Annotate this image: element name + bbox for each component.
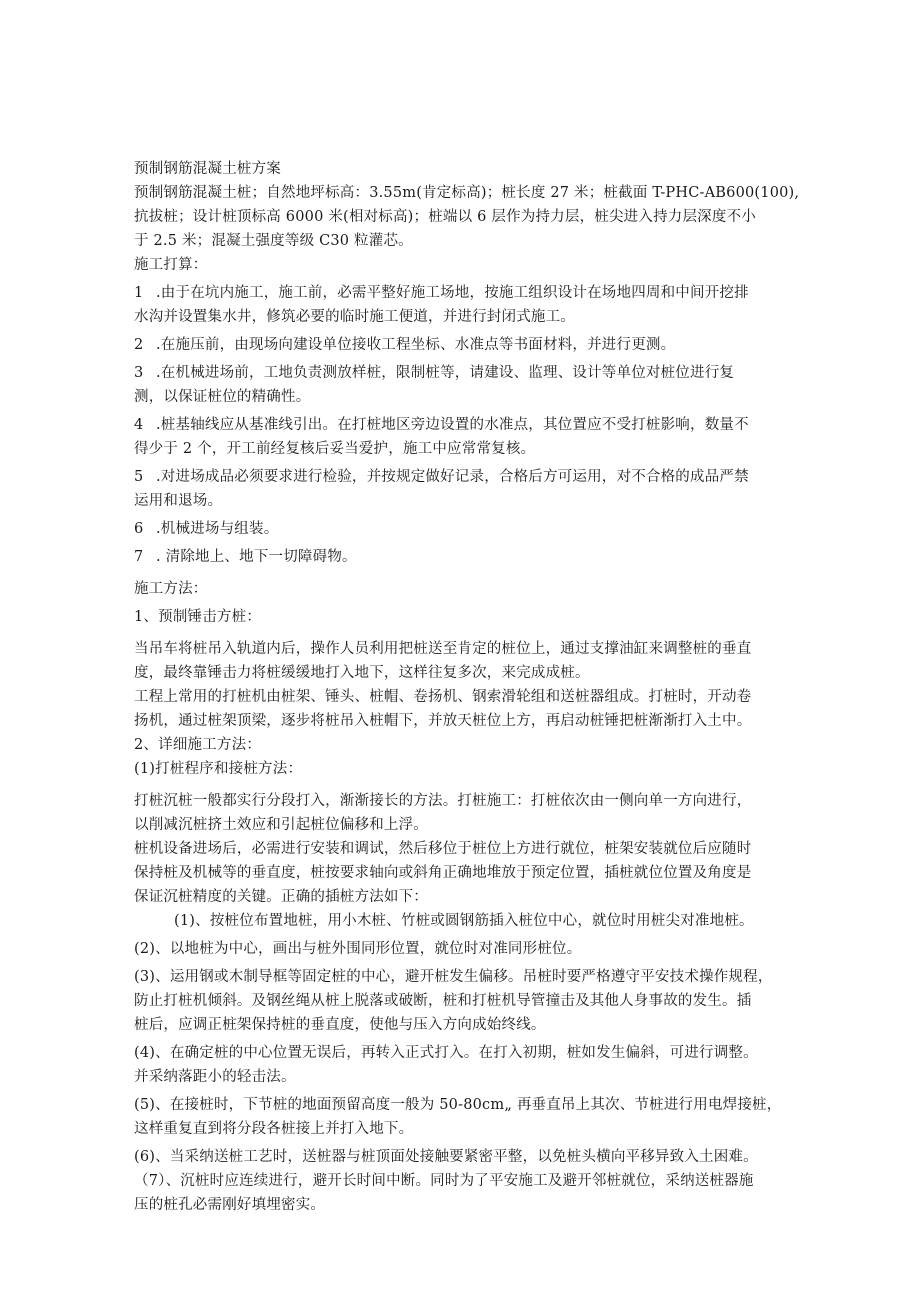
prep-item-text: .在施压前，由现场向建设单位接收工程坐标、水准点等书面材料，并进行更测。 bbox=[156, 337, 676, 353]
step-item bbox=[134, 937, 794, 961]
paragraph-line: 度，最终靠锤击力将桩缓缓地打入地下，这样往复多次，来完成成桩。 bbox=[134, 665, 590, 681]
prep-item bbox=[134, 361, 794, 409]
prep-item-text: 得少于 2 个，开工前经复核后妥当爱护，施工中应常常复核。 bbox=[134, 441, 536, 457]
step-line: 压的桩孔必需刚好填埋密实。 bbox=[134, 1197, 326, 1213]
method-2-subheading: (1)打桩程序和接桩方法： bbox=[134, 761, 303, 777]
step-item bbox=[134, 1041, 794, 1089]
paragraph-line: 保持桩及机械等的垂直度，桩按要求轴向或斜角正确地堆放于预定位置，插桩就位位置及角度是 bbox=[134, 865, 752, 881]
method-2-paragraph bbox=[134, 837, 794, 909]
method-1-heading: 1、预制锤击方桩： bbox=[134, 609, 262, 625]
prep-item-text: . 清除地上、地下一切障碍物。 bbox=[156, 549, 357, 565]
prep-item-number: 4 bbox=[134, 417, 144, 433]
prep-item-number: 7 bbox=[134, 549, 144, 565]
step-item bbox=[134, 1169, 794, 1217]
method-2-heading: 2、详细施工方法： bbox=[134, 737, 262, 753]
prep-item-number: 1 bbox=[134, 285, 144, 301]
prep-item bbox=[134, 517, 794, 541]
prep-item-text: .桩基轴线应从基准线引出。在打桩地区旁边设置的水准点，其位置应不受打桩影响，数量不 bbox=[156, 417, 749, 433]
method-2-paragraph bbox=[134, 789, 794, 837]
prep-item bbox=[134, 333, 794, 357]
step-line: (6)、当采纳送桩工艺时，送桩器与桩顶面处接触要紧密平整，以免桩头横向平移异致入土困难。 bbox=[134, 1149, 758, 1165]
paragraph-line: 扬机，通过桩架顶梁，逐步将桩吊入桩帽下，并放天桩位上方，再启动桩锤把桩渐渐打入土中。 bbox=[134, 713, 752, 729]
prep-item bbox=[134, 545, 794, 569]
prep-item-number: 3 bbox=[134, 365, 144, 381]
step-item bbox=[134, 965, 794, 1037]
step-line: 桩后，应调正桩架保持桩的垂直度，使他与压入方向成始终线。 bbox=[134, 1017, 546, 1033]
paragraph-line: 桩机设备进场后，必需进行安装和调试，然后移位于桩位上方进行就位，桩架安装就位后应随时 bbox=[134, 841, 752, 857]
step-line: (5)、在接桩时，下节桩的地面预留高度一般为 50-80cm„ 再垂直吊上其次、节桩进行用电焊接桩， bbox=[134, 1097, 782, 1113]
paragraph-line: 以削减沉桩挤土效应和引起桩位偏移和上浮。 bbox=[134, 817, 428, 833]
prep-item-text: 运用和退场。 bbox=[134, 493, 223, 509]
method-1-paragraph bbox=[134, 685, 794, 733]
step-line: (2)、以地桩为中心，画出与桩外围同形位置，就位时对准同形桩位。 bbox=[134, 941, 582, 957]
step-line: (4)、在确定桩的中心位置无误后，再转入正式打入。在打入初期，桩如发生偏斜，可进行调整。 bbox=[134, 1045, 758, 1061]
prep-list bbox=[134, 281, 794, 569]
step-line: 这样重复直到将分段各桩接上并打入地下。 bbox=[134, 1121, 414, 1137]
paragraph-line: 当吊车将桩吊入轨道内后，操作人员利用把桩送至肯定的桩位上，通过支撑油缸来调整桩的垂直 bbox=[134, 641, 752, 657]
prep-item-text: .在机械进场前，工地负责测放样桩，限制桩等，请建设、监理、设计等单位对桩位进行复 bbox=[156, 365, 735, 381]
paragraph-line: 工程上常用的打桩机由桩架、锤头、桩帽、卷扬机、钢索滑轮组和送桩器组成。打桩时，开动卷 bbox=[134, 689, 752, 705]
prep-item-text: .对进场成品必须要求进行检验，并按规定做好记录，合格后方可运用，对不合格的成品严禁 bbox=[156, 469, 749, 485]
prep-item bbox=[134, 413, 794, 461]
method-heading: 施工方法： bbox=[134, 581, 208, 597]
step-item bbox=[134, 1093, 794, 1141]
step-line: 防止打桩机倾斜。及钢丝绳从桩上脱落或破断，桩和打桩机导管撞击及其他人身事故的发生。插 bbox=[134, 993, 752, 1009]
prep-item bbox=[134, 465, 794, 513]
steps-list bbox=[134, 909, 794, 1217]
intro-line: 抗拔桩；设计桩顶标高 6000 米(相对标高)；桩端以 6 层作为持力层，桩尖进入持力层深度不小 bbox=[134, 209, 756, 225]
prep-item-number: 5 bbox=[134, 469, 144, 485]
step-item bbox=[134, 1145, 794, 1169]
method-1-paragraph bbox=[134, 637, 794, 685]
document-body bbox=[134, 157, 800, 1217]
prep-item-text: .由于在坑内施工，施工前，必需平整好施工场地，按施工组织设计在场地四周和中间开挖排 bbox=[156, 285, 749, 301]
step-line: （7）、沉桩时应连续进行，避开长时间中断。同时为了平安施工及避开邻桩就位，采纳送桩器施 bbox=[134, 1173, 754, 1189]
step-item: (1)、按桩位布置地桩，用小木桩、竹桩或圆钢筋插入桩位中心，就位时用桩尖对准地桩。 bbox=[174, 913, 754, 929]
prep-item bbox=[134, 281, 794, 329]
paragraph-line: 打桩沉桩一般都实行分段打入，渐渐接长的方法。打桩施工：打桩依次由一侧向单一方向进行， bbox=[134, 793, 752, 809]
prep-item-number: 6 bbox=[134, 521, 144, 537]
document-title: 预制钢筋混凝土桩方案 bbox=[134, 161, 281, 177]
intro-paragraph bbox=[134, 181, 800, 253]
prep-item-text: 测，以保证桩位的精确性。 bbox=[134, 389, 311, 405]
step-line: (3)、运用钢或木制导框等固定桩的中心，避开桩发生偏移。吊桩时要严格遵守平安技术操作规程， bbox=[134, 969, 773, 985]
prep-heading: 施工打算： bbox=[134, 257, 208, 273]
step-line: 并采纳落距小的轻击法。 bbox=[134, 1069, 296, 1085]
intro-line: 于 2.5 米；混凝土强度等级 C30 粒灌芯。 bbox=[134, 233, 413, 249]
intro-line: 预制钢筋混凝土桩；自然地坪标高：3.55m(肯定标高)；桩长度 27 米；桩截面 T-PHC-AB600(100), bbox=[134, 185, 800, 201]
prep-item-text: 水沟并设置集水井，修筑必要的临时施工便道，并进行封闭式施工。 bbox=[134, 309, 575, 325]
prep-item-text: .机械进场与组装。 bbox=[156, 521, 279, 537]
paragraph-line: 保证沉桩精度的关键。正确的插桩方法如下： bbox=[134, 889, 428, 905]
prep-item-number: 2 bbox=[134, 337, 144, 353]
